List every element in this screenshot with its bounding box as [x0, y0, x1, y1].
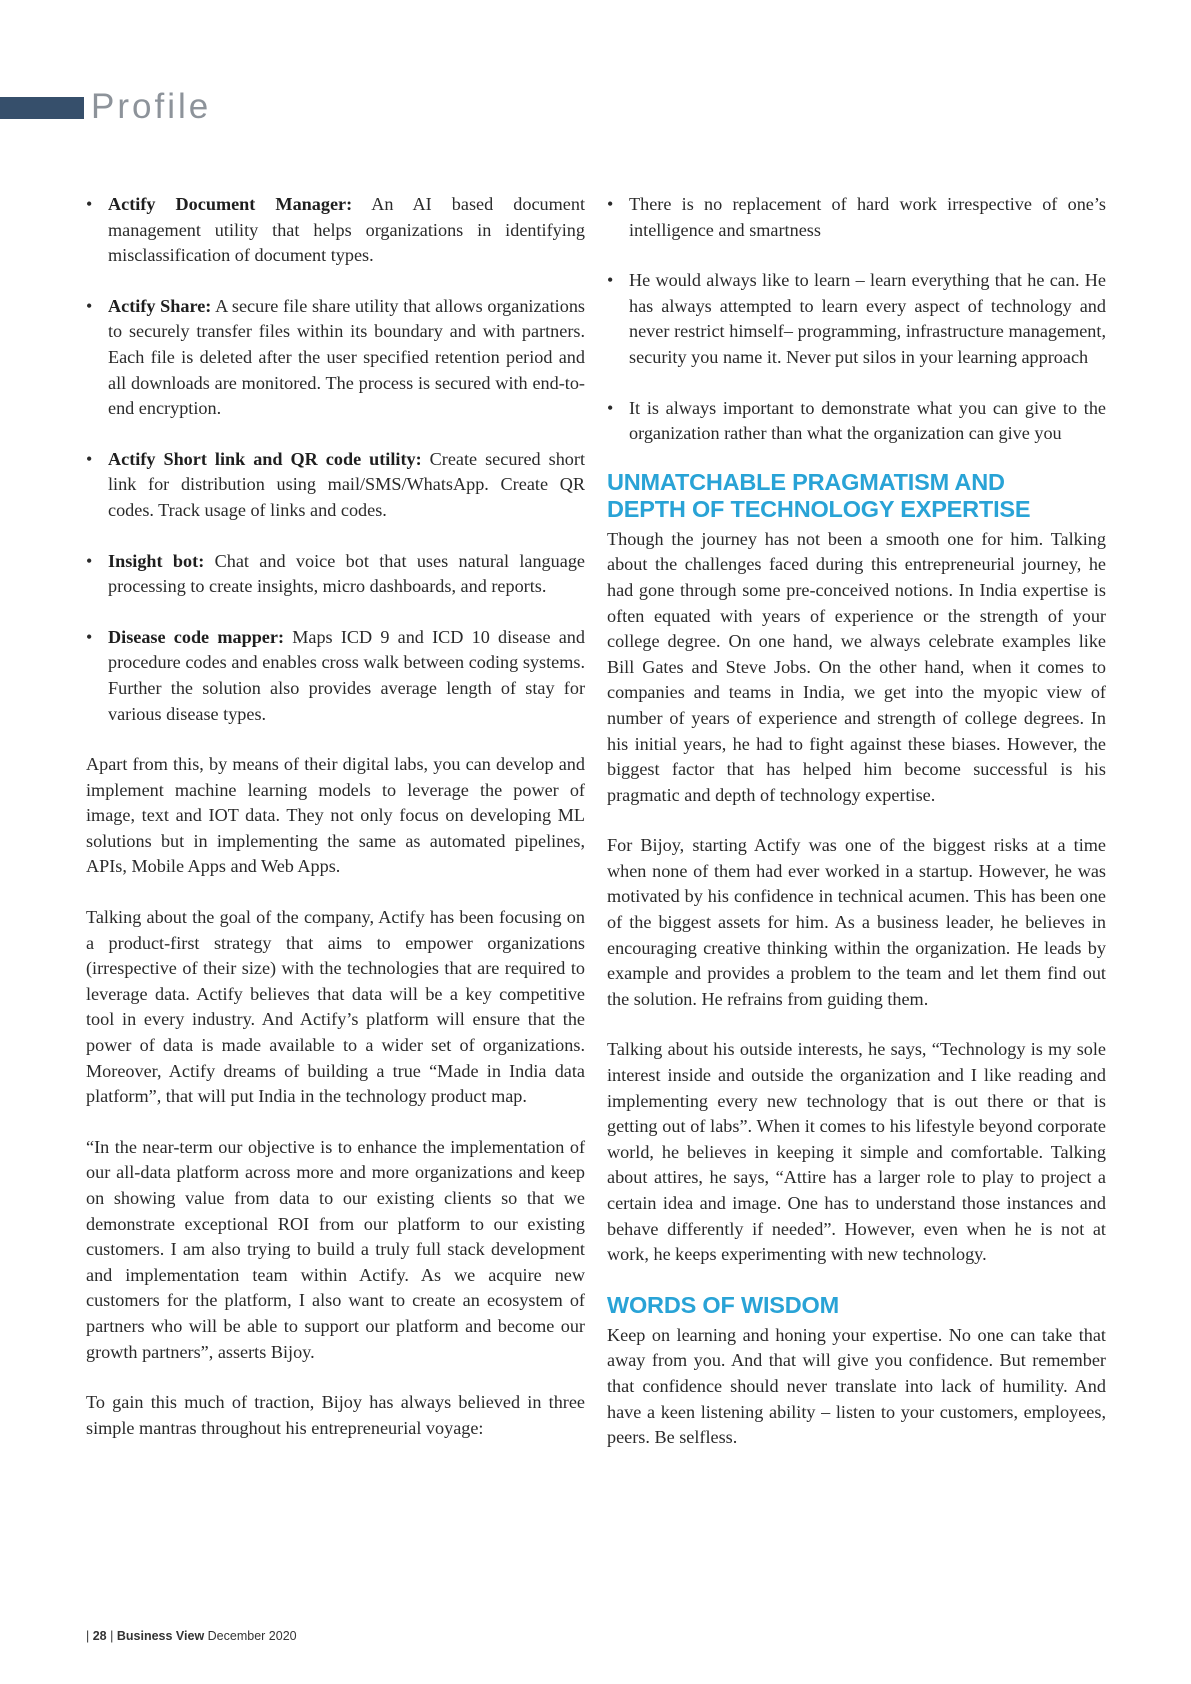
bullet-text: A secure file share utility that allows organizations to securely transfer files within its boundary and with partners. Each file is deleted after the user specified retention period and all downloads are monitored. The process is secured with end-to-end encryption. — [108, 295, 585, 419]
body-paragraph: Though the journey has not been a smooth one for him. Talking about the challenges faced during this entrepreneurial journey, he had gone through some pre-conceived notions. In India expertise is often equated with years of experience or the strength of your college degree. On one hand, we always celebrate examples like Bill Gates and Steve Jobs. On the other hand, when it comes to companies and teams in India, we get into the myopic view of number of years of experience and strength of college degrees. In his initial years, he had to fight against these biases. However, the biggest factor that has helped him become successful is his pragmatic and depth of technology expertise. — [607, 528, 1106, 805]
bullet-dot-icon: • — [607, 270, 614, 291]
bullet-text: Maps ICD 9 and ICD 10 disease and procedure codes and enables cross walk between coding systems. Further the solution also provides average length of stay for various disease types. — [108, 626, 585, 724]
wisdom-paragraph: Keep on learning and honing your expertise. No one can take that away from you. And that will give you confidence. But remember that confidence should never translate into lack of humility. And have a keen listening ability – listen to your customers, employees, peers. Be selfless. — [607, 1324, 1106, 1448]
body-paragraph: For Bijoy, starting Actify was one of the biggest risks at a time when none of them had ever worked in a startup. However, he was motivated by his confidence in technical acumen. This has been one of the biggest assets for him. As a business leader, he believes in encouraging creative thinking within the organization. He leads by example and provides a problem to the team and let them find out the solution. He refrains from guiding them. — [607, 835, 1106, 1009]
quote-paragraph: “In the near-term our objective is to enhance the implementation of our all-data platform across more and more organizations and keep on showing value from data to our existing clients so that we demonstrate exceptional ROI from our platform to our existing customers. I am also trying to build a truly full stack development and implementation team within Actify. As we acquire new customers for the platform, I also want to create an ecosystem of partners who will be able to support our platform and become our growth partners”, asserts Bijoy. — [86, 1136, 585, 1362]
bullet-dot-icon: • — [86, 295, 93, 316]
bullet-item — [86, 447, 585, 524]
wisdom-heading: WORDS OF WISDOM — [607, 1291, 839, 1318]
page-footer — [86, 1628, 297, 1644]
bullet-dot-icon: • — [86, 626, 93, 647]
bullet-term: Actify Short link and QR code utility: — [108, 448, 422, 469]
mantra-text: He would always like to learn – learn everything that he can. He has always attempted to learn every aspect of technology and never restrict himself– programming, infrastructure management, security you name it. Never put silos in your learning approach — [629, 270, 1106, 367]
bullet-dot-icon: • — [86, 448, 93, 469]
bullet-item — [86, 294, 585, 422]
bullet-text: Chat and voice bot that uses natural language processing to create insights, micro dashboards, and reports. — [108, 550, 585, 597]
bullet-text: An AI based document management utility that helps organizations in identifying misclassification of document types. — [108, 194, 585, 266]
mantra-text: It is always important to demonstrate what you can give to the organization rather than what the organization can give you — [629, 397, 1106, 444]
section-heading: UNMATCHABLE PRAGMATISM AND DEPTH OF TECHNOLOGY EXPERTISE — [607, 468, 1031, 522]
body-paragraph: Apart from this, by means of their digital labs, you can develop and implement machine learning models to leverage the power of image, text and IOT data. They not only focus on developing ML solutions but in implementing the same as automated pipelines, APIs, Mobile Apps and Web Apps. — [86, 754, 585, 877]
mantra-text: There is no replacement of hard work irrespective of one’s intelligence and smartness — [629, 194, 1106, 240]
bullet-term: Actify Share: — [108, 295, 212, 316]
bullet-text: Create secured short link for distribution using mail/SMS/WhatsApp. Create QR codes. Track usage of links and codes. — [108, 448, 585, 520]
page-number: 28 — [92, 1629, 107, 1643]
bullet-dot-icon: • — [86, 550, 93, 571]
body-paragraph: Talking about his outside interests, he says, “Technology is my sole interest inside and outside the organization and I like reading and implementing every new technology that is out there or that is getting out of labs”. When it comes to his lifestyle beyond corporate world, he believes in keeping it simple and comfortable. Talking about attires, he says, “Attire has a larger role to play to project a certain idea and image. One has to understand those instances and behave differently if needed”. However, even when he is not at work, he keeps experimenting with new technology. — [607, 1039, 1106, 1265]
right-column — [607, 192, 1106, 1451]
mantra-item — [607, 268, 1106, 370]
body-paragraph: Talking about the goal of the company, Actify has been focusing on a product-first strategy that aims to empower organizations (irrespective of their size) with the technologies that are required to leverage data. Actify believes that data will be a key competitive tool in every industry. And Actify’s platform will ensure that the power of data is made available to a wider set of organizations. Moreover, Actify dreams of building a true “Made in India data platform”, that will put India in the technology product map. — [86, 907, 585, 1107]
section-label: Profile — [91, 87, 212, 126]
mantra-item — [607, 192, 1106, 243]
bullet-dot-icon: • — [607, 194, 614, 214]
left-column — [86, 192, 585, 1441]
bullet-item — [86, 192, 585, 269]
body-paragraph: To gain this much of traction, Bijoy has always believed in three simple mantras throughout his entrepreneurial voyage: — [86, 1392, 585, 1438]
bullet-dot-icon: • — [86, 194, 93, 214]
bullet-term: Actify Document Manager: — [108, 194, 353, 214]
bullet-term: Insight bot: — [108, 550, 205, 571]
magazine-name: Business View — [116, 1629, 205, 1643]
section-color-bar — [0, 97, 84, 119]
mantra-item — [607, 396, 1106, 447]
bullet-item — [86, 549, 585, 600]
bullet-dot-icon: • — [607, 397, 614, 418]
footer-separator: | — [86, 1629, 90, 1643]
issue-date: December 2020 — [207, 1629, 297, 1643]
footer-separator: | — [110, 1629, 114, 1643]
bullet-term: Disease code mapper: — [108, 626, 285, 647]
bullet-item — [86, 625, 585, 727]
